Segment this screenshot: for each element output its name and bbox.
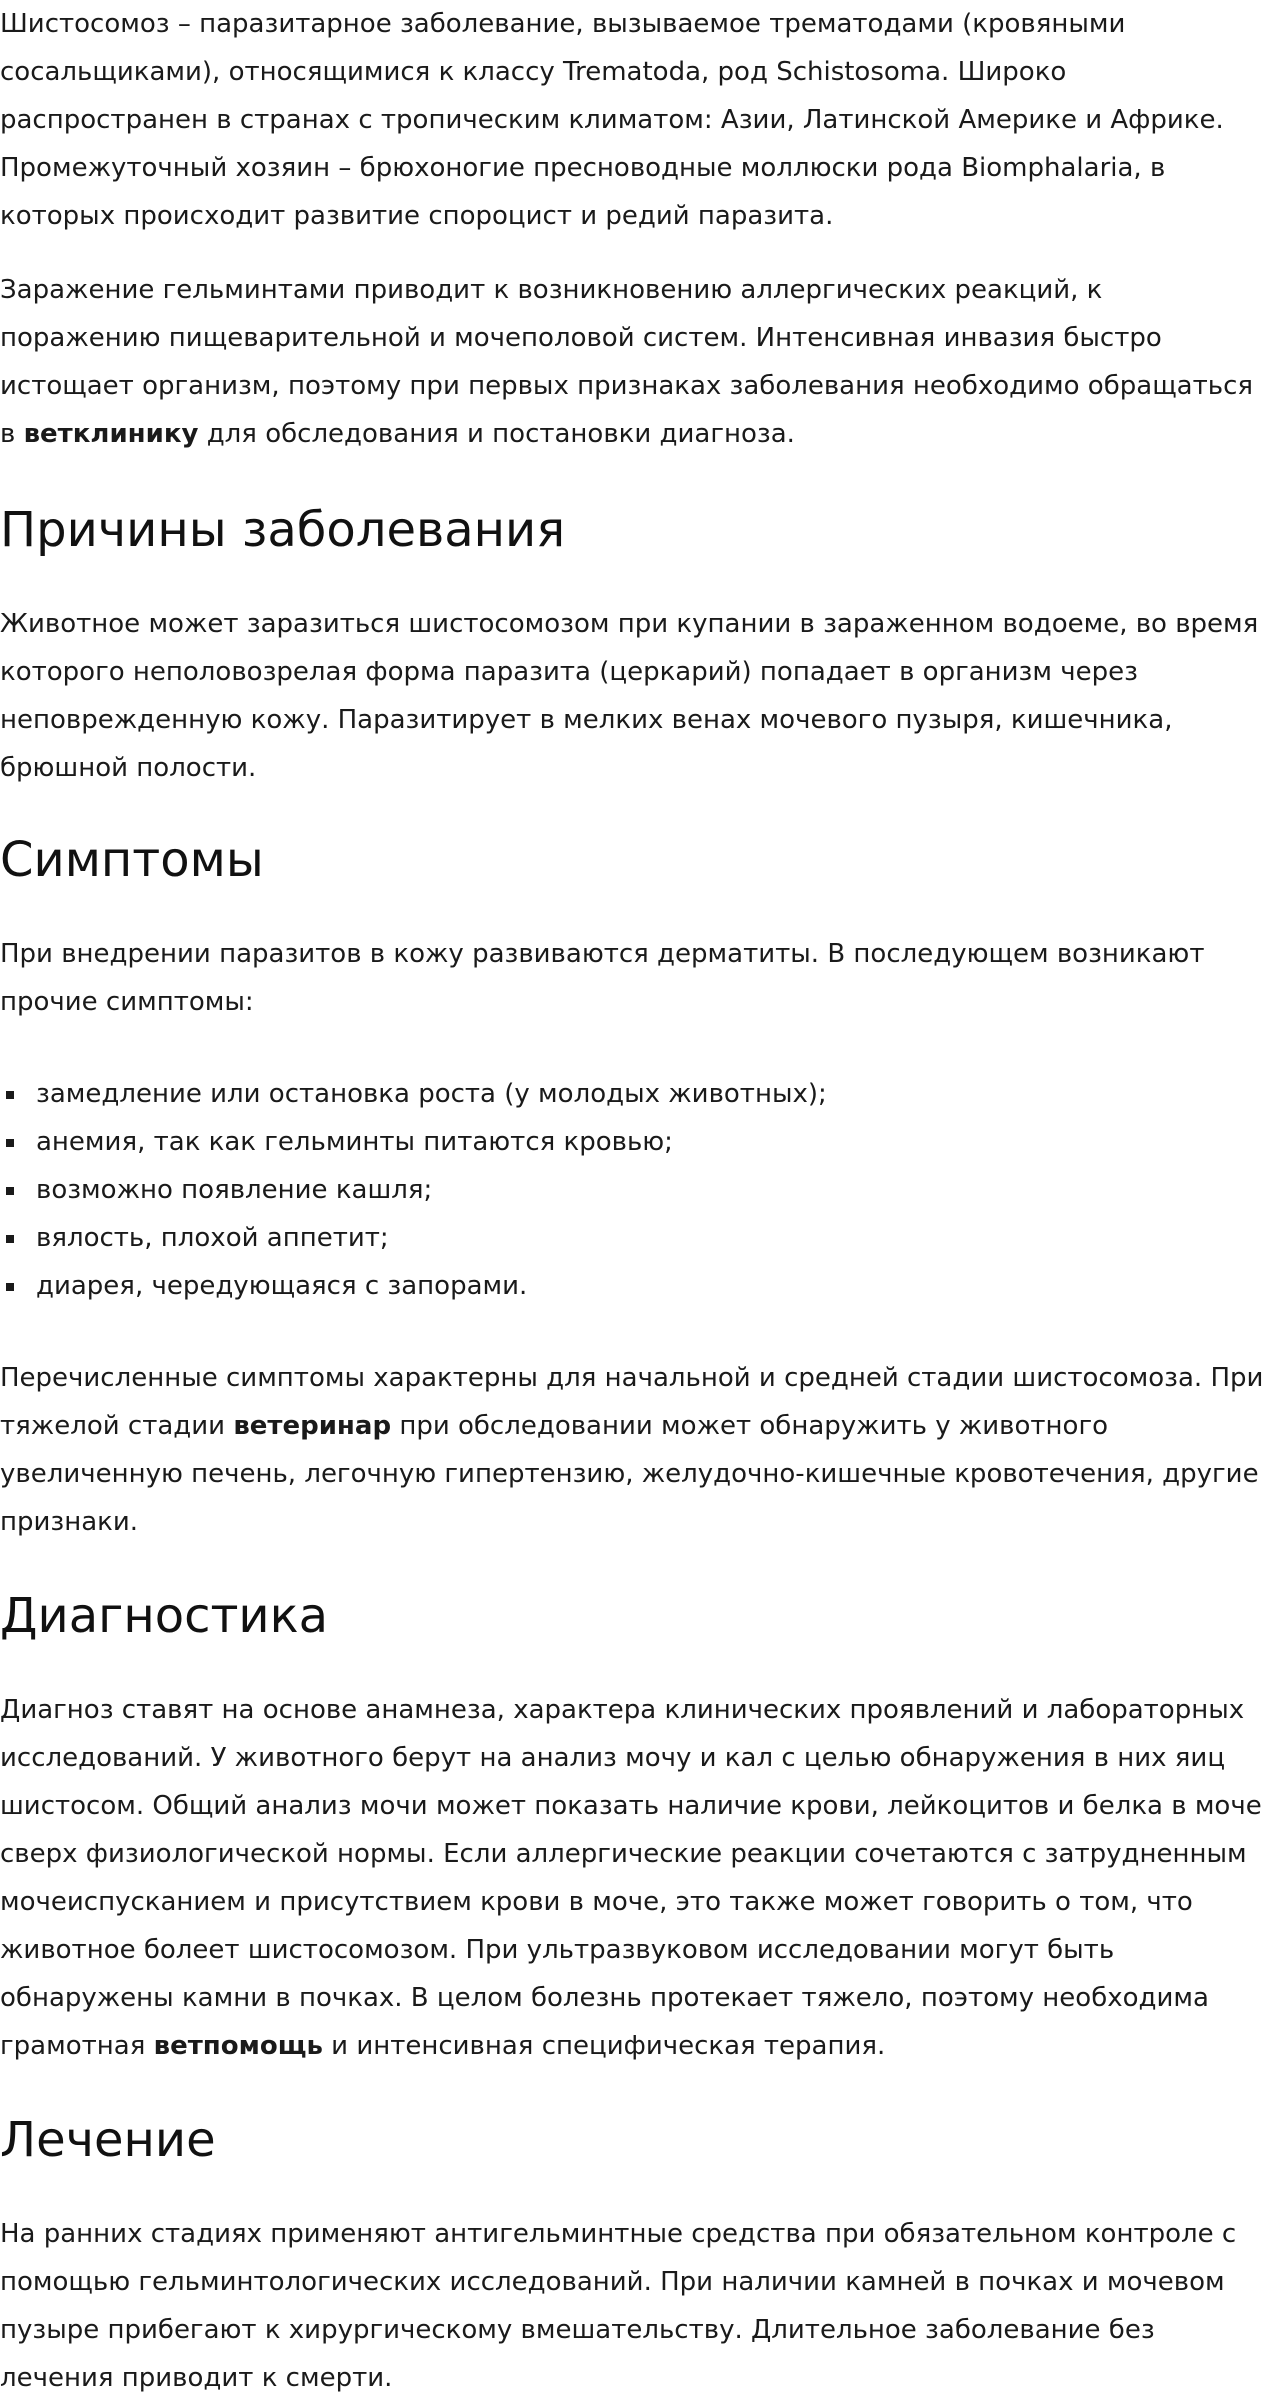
summary-text-end: при обследовании может обнаружить у животного увеличенную печень, легочную гипертензию, желудочно-кишечные кровотечения, другие признаки. [0,1411,1259,1537]
vet-clinic-keyword: ветклинику [23,419,199,449]
intro-paragraph-2 [0,266,1268,458]
treatment-paragraph: На ранних стадиях применяют антигельминтные средства при обязательном контроле с помощью гельминтологических исследований. При наличии камней в почках и мочевом пузыре прибегают к хирургическому вмешательству. Длительное заболевание без лечения приводит к смерти. [0,2219,1237,2393]
intro-text-end: для обследования и постановки диагноза. [198,419,795,449]
list-item-text: диарея, чередующаяся с запорами. [36,1271,528,1301]
list-item [0,1118,1268,1166]
list-item-text: замедление или остановка роста (у молодых животных); [36,1079,827,1109]
list-item-text: возможно появление кашля; [36,1175,433,1205]
vet-help-keyword: ветпомощь [153,2031,323,2061]
intro-paragraph: Шистосомоз – паразитарное заболевание, вызываемое трематодами (кровяными сосальщиками), относящимися к классу Trematoda, род Schistosoma. Широко распространен в странах с тропическим климатом: Азии, Латинской Америке и Африке. Промежуточный хозяин – брюхоногие пресноводные моллюски рода Biomphalaria, в которых происходит развитие спороцист и редий паразита. [0,9,1224,231]
diagnostics-text-end: и интенсивная специфическая терапия. [322,2031,886,2061]
veterinarian-keyword: ветеринар [233,1411,392,1441]
diagnostics-paragraph [0,1686,1268,2070]
square-bullet-icon [6,1187,14,1195]
square-bullet-icon [6,1235,14,1243]
summary-text-start: Перечисленные симптомы характерны для начальной и средней стадии шистосомоза. При тяжелой стадии [0,1363,1264,1441]
list-item-text: анемия, так как гельминты питаются кровью; [36,1127,673,1157]
list-item [0,1214,1268,1262]
symptoms-list [0,1070,1268,1310]
square-bullet-icon [6,1091,14,1099]
list-item [0,1070,1268,1118]
square-bullet-icon [6,1283,14,1291]
list-item-text: вялость, плохой аппетит; [36,1223,389,1253]
square-bullet-icon [6,1139,14,1147]
treatment-heading: Лечение [0,2112,216,2168]
diagnostics-heading: Диагностика [0,1588,329,1644]
symptoms-heading: Симптомы [0,832,264,888]
list-item [0,1166,1268,1214]
causes-heading: Причины заболевания [0,502,566,558]
list-item [0,1262,1268,1310]
symptoms-intro: При внедрении паразитов в кожу развиваются дерматиты. В последующем возникают прочие симптомы: [0,939,1205,1017]
causes-paragraph: Животное может заразиться шистосомозом при купании в зараженном водоеме, во время которого неполовозрелая форма паразита (церкарий) попадает в организм через неповрежденную кожу. Паразитирует в мелких венах мочевого пузыря, кишечника, брюшной полости. [0,609,1259,783]
diagnostics-text-start: Диагноз ставят на основе анамнеза, характера клинических проявлений и лабораторных исследований. У животного берут на анализ мочу и кал с целью обнаружения в них яиц шистосом. Общий анализ мочи может показать наличие крови, лейкоцитов и белка в моче сверх физиологической нормы. Если аллергические реакции сочетаются с затрудненным мочеиспусканием и присутствием крови в моче, это также может говорить о том, что животное болеет шистосомозом. При ультразвуковом исследовании могут быть обнаружены камни в почках. В целом болезнь протекает тяжело, поэтому необходима грамотная [0,1695,1262,2061]
symptoms-summary [0,1354,1268,1546]
intro-text-start: Заражение гельминтами приводит к возникновению аллергических реакций, к поражению пищеварительной и мочеполовой систем. Интенсивная инвазия быстро истощает организм, поэтому при первых признаках заболевания необходимо обращаться в [0,275,1254,449]
